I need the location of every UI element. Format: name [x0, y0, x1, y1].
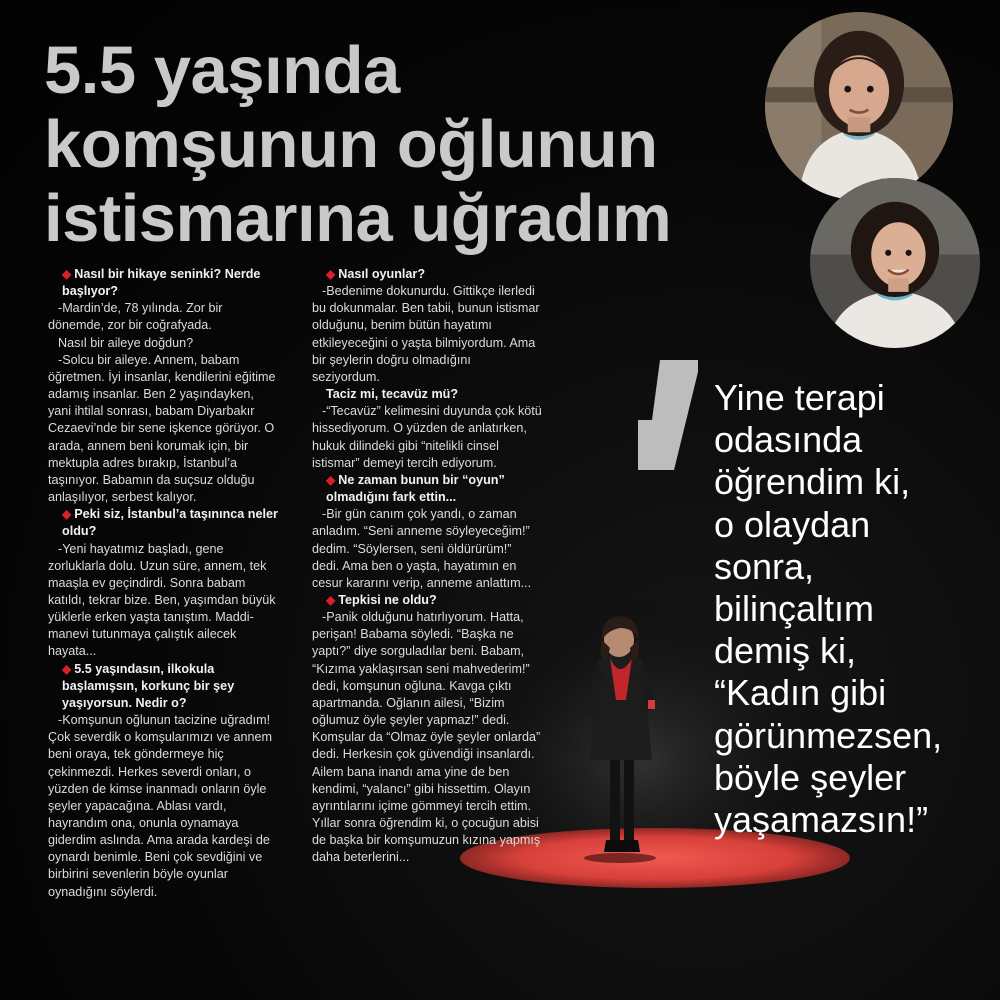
answer-text: -“Tecavüz” kelimesini duyunda çok kötü hissediyorum. O yüzden de anlatırken, hukuk dilindeki gibi “nitelikli cinsel istismar” demeyi tercih ediyorum. — [312, 404, 542, 470]
left-column — [48, 266, 278, 901]
answer-text: -Yeni hayatımız başladı, gene zorluklarla dolu. Uzun süre, annem, tek maaşla ev geçindirdi. Sonra babam katıldı, tekrar bize. Ben, yaşımdan büyük yüklerle erken yaşta tanıştım. Maddi-manevi tutunmaya çalıştık ailecek hayata... — [48, 541, 276, 659]
headline-line-2: komşunun oğlunun — [44, 107, 658, 182]
headline — [44, 34, 764, 256]
pull-quote-line: öğrendim ki, — [714, 461, 911, 503]
pull-quote-line: odasında — [714, 419, 863, 461]
quote-mark-icon — [638, 360, 698, 470]
diamond-bullet-icon: ◆ — [62, 507, 72, 522]
pull-quote-line: Yine terapi — [714, 377, 885, 418]
answer-text: -Solcu bir aileye. Annem, babam öğretmen. İyi insanlar, kendilerini eğitime adamış insanlar. Ben 2 yaşındayken, yani ihtilal sonrası, babam Diyarbakır Cezaevi’nde bir sene işkence görüyor. O arada, annem beni korumak için, bir mektupla adres bırakıp, İstanbul’a taşınıyor. Babamın da suçsuz olduğu anlaşılıyor, serbest kalıyor. — [48, 352, 276, 505]
diamond-bullet-icon: ◆ — [62, 267, 72, 281]
question-1: ◆ Nasıl bir hikaye seninki? Nerde başlıyor? — [62, 267, 261, 299]
pull-quote-line: “Kadın gibi — [714, 672, 887, 714]
pull-quote-line: demiş ki, — [714, 630, 857, 672]
answer-text: Nasıl bir aileye doğdun? — [58, 335, 194, 350]
question-3: ◆ 5.5 yaşındasın, ilkokula başlamışsın, korkunç bir şey yaşıyorsun. Nedir o? — [62, 661, 235, 710]
pull-quote — [714, 377, 994, 841]
childhood-photo-1 — [765, 12, 953, 200]
diamond-bullet-icon: ◆ — [326, 592, 336, 607]
answer-text: -Bir gün canım çok yandı, o zaman anladım. “Seni anneme söyleyeceğim!” dedim. “Söylersen, seni öldürürüm!” dedi. Ama ben o yaşta, hayatımın en cesur kararını verip, anneme anlattım... — [312, 507, 532, 590]
answer-text: -Komşunun oğlunun tacizine uğradım! Çok severdik o komşularımızı ve annem beni oraya, tek göndermeye hiç çekinmezdi. Herkes severdi onları, o yüzden de kimse inanmadı onların öyle şeyler yapacağına. Ablası vardı, hayrandım ona, onunla oynamaya giderdim aslında. Ama arada kardeşi de oynardı benimle. Beni çok sevdiğini ve birbirini sevenlerin böyle oyunlar oynadığını söylerdi. — [48, 713, 272, 899]
pull-quote-line: böyle şeyler — [714, 756, 907, 798]
pull-quote-line: bilinçaltım — [714, 588, 875, 630]
childhood-photo-2 — [810, 178, 980, 348]
answer-text: -Panik olduğunu hatırlıyorum. Hatta, perişan! Babama söyledi. “Başka ne yaptı?” diye sorguladılar beni. Babam, “Kızıma yaklaşırsan seni mahvederim!” dedi, komşunun oğluna. Kavga çıktı apartmanda. Oğlanın ailesi, “Bizim oğlumuz öyle şeyler yapmaz!” dedi. Komşular da “Olmaz öyle şeyler onlarda” dedi. Herkesin çok güvendiği insanlardı. Ailem bana inandı ama yine de ben kendimi, “yalancı” gibi hissettim. Olayın ayrıntılarını içime gömmeyi tercih ettim. Yıllar sonra öğrendim ki, o çocuğun abisi de başka bir komşumuzun kızına yapmış daha beterlerini... — [312, 610, 541, 865]
childhood-photo-2-image — [810, 178, 980, 348]
answer-text: -Bedenime dokunurdu. Gittikçe ilerledi bu dokunmalar. Ben tabii, bunun istismar olduğunu, benim bütün hayatımı etkileyeceğini o yaşta bilmiyordum. Ama bir şeylerin doğru olmadığını seziyordum. — [312, 284, 540, 384]
diamond-bullet-icon: ◆ — [62, 661, 72, 676]
headline-line-1: 5.5 yaşında — [44, 33, 400, 108]
diamond-bullet-icon: ◆ — [326, 472, 336, 487]
pull-quote-line: yaşamazsın!” — [714, 799, 929, 841]
question-6: ◆ Ne zaman bunun bir “oyun” olmadığını fark ettin... — [326, 472, 505, 505]
headline-line-3: istismarına uğradım — [44, 181, 672, 256]
pull-quote-line: sonra, — [714, 545, 815, 587]
answer-text: -Mardin’de, 78 yılında. Zor bir dönemde, zor bir coğrafyada. — [48, 301, 223, 333]
childhood-photo-1-image — [765, 12, 953, 200]
pull-quote-line: o olaydan — [714, 503, 871, 545]
middle-column — [312, 266, 542, 866]
diamond-bullet-icon: ◆ — [326, 267, 336, 281]
question-5: Taciz mi, tecavüz mü? — [326, 387, 459, 402]
pull-quote-line: görünmezsen, — [714, 714, 943, 756]
question-7: ◆ Tepkisi ne oldu? — [326, 592, 437, 607]
question-4: ◆ Nasıl oyunlar? — [326, 267, 426, 281]
question-2: ◆ Peki siz, İstanbul’a taşınınca neler oldu? — [62, 507, 278, 539]
